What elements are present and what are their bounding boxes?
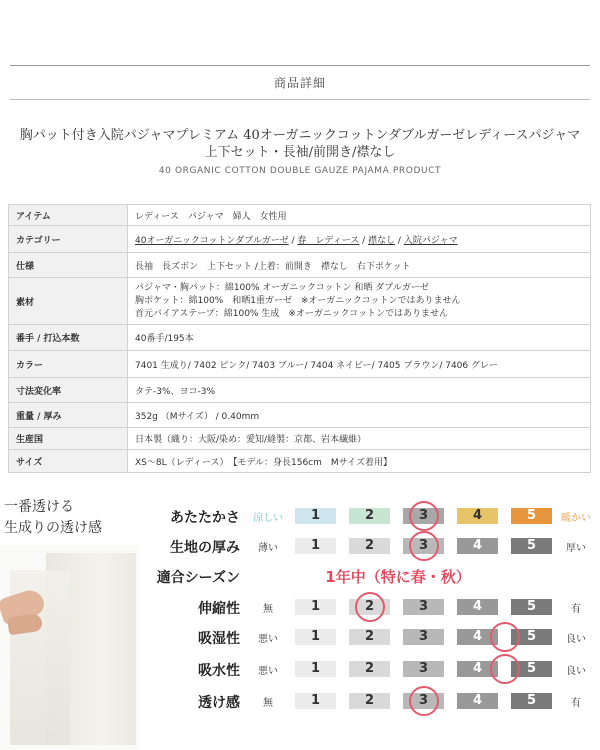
rating-right-stretch: 有: [571, 604, 581, 615]
rating-left-absorb: 悪い: [258, 666, 278, 677]
rating-right-warmth: 暖かい: [561, 513, 591, 524]
rating-label-thickness: 生地の厚み: [170, 540, 240, 556]
rating-box-absorb-4: 4: [457, 661, 498, 677]
spec-label: アイテム: [9, 205, 128, 226]
rating-left-stretch: 無: [263, 604, 273, 615]
spec-value: 長袖 長ズボン 上下セット /上着：前開き 襟なし 右下ポケット: [128, 253, 591, 278]
spec-label: カラー: [9, 351, 128, 378]
category-link-organic[interactable]: 40オーガニックコットンダブルガーゼ: [135, 235, 289, 246]
rating-box-stretch-2: 2: [349, 599, 390, 615]
rating-marker-sheer: [409, 686, 439, 716]
rating-box-thickness-1: 1: [295, 538, 336, 554]
rating-marker-thickness: [409, 531, 439, 561]
rating-box-thickness-3: 3: [403, 538, 444, 554]
rating-box-absorb-1: 1: [295, 661, 336, 677]
rating-right-absorb: 良い: [566, 666, 586, 677]
rating-box-stretch-5: 5: [511, 599, 552, 615]
rating-box-moisture-3: 3: [403, 629, 444, 645]
spec-row-item: [9, 205, 591, 226]
rating-box-absorb-2: 2: [349, 661, 390, 677]
rating-box-moisture-1: 1: [295, 629, 336, 645]
spec-row-style: [9, 253, 591, 278]
rating-box-moisture-4: 4: [457, 629, 498, 645]
spec-label: 仕様: [9, 253, 128, 278]
spec-value: XS～8L（レディース） 【モデル：身長156cm Mサイズ着用】: [128, 450, 591, 473]
category-separator: /: [359, 235, 369, 246]
category-link-hospital[interactable]: 入院パジャマ: [403, 235, 458, 246]
rating-box-sheer-3: 3: [403, 693, 444, 709]
rating-label-absorb: 吸水性: [198, 663, 240, 679]
spec-row-origin: [9, 428, 591, 450]
spec-label: サイズ: [9, 450, 128, 473]
rating-box-stretch-1: 1: [295, 599, 336, 615]
rating-box-thickness-2: 2: [349, 538, 390, 554]
rating-left-warmth: 涼しい: [253, 513, 283, 524]
rating-left-thickness: 薄い: [258, 543, 278, 554]
spec-label: 素材: [9, 278, 128, 325]
spec-value-category: [128, 226, 591, 253]
rating-marker-stretch: [355, 592, 385, 622]
section-title: 商品詳細: [273, 76, 326, 90]
rating-box-absorb-5: 5: [511, 661, 552, 677]
section-rule-bottom: [10, 99, 590, 100]
spec-value: 40番手/195本: [128, 325, 591, 351]
rating-right-thickness: 厚い: [566, 543, 586, 554]
rating-marker-warmth: [409, 501, 439, 531]
rating-box-stretch-4: 4: [457, 599, 498, 615]
spec-value: レディース パジャマ 婦人 女性用: [128, 205, 591, 226]
spec-row-material: [9, 278, 591, 325]
rating-box-stretch-3: 3: [403, 599, 444, 615]
rating-left-moisture: 悪い: [258, 634, 278, 645]
rating-left-sheer: 無: [263, 698, 273, 709]
category-link-collarless[interactable]: 襟なし: [368, 235, 396, 246]
rating-box-moisture-2: 2: [349, 629, 390, 645]
rating-box-moisture-5: 5: [511, 629, 552, 645]
texture-caption-line1: 一番透ける: [4, 499, 74, 515]
spec-label: 生産国: [9, 428, 128, 450]
rating-box-thickness-5: 5: [511, 538, 552, 554]
category-link-spring[interactable]: 春 レディース: [297, 235, 360, 246]
spec-value: パジャマ・胸パット：綿100% オーガニックコットン 和晒 ダブルガーゼ 胸ポケット：綿100% 和晒1重ガーゼ ※オーガニックコットンではありません 首元バイアステープ：綿100% 生成 ※オーガニックコットンではありません: [128, 278, 591, 325]
rating-box-sheer-5: 5: [511, 693, 552, 709]
spec-row-yarn: [9, 325, 591, 351]
rating-box-sheer-4: 4: [457, 693, 498, 709]
rating-box-absorb-3: 3: [403, 661, 444, 677]
rating-box-sheer-1: 1: [295, 693, 336, 709]
rating-box-warmth-3: 3: [403, 508, 444, 524]
spec-value: 日本製（織り：大阪/染め：愛知/縫製：京都、岩本繊維）: [128, 428, 591, 450]
category-separator: /: [395, 235, 404, 246]
spec-label: 寸法変化率: [9, 378, 128, 403]
spec-value: 7401 生成り/ 7402 ピンク/ 7403 ブルー/ 7404 ネイビー/ 7405 ブラウン/ 7406 グレー: [128, 351, 591, 378]
rating-label-stretch: 伸縮性: [198, 601, 240, 617]
spec-value: 352g （Mサイズ） / 0.40mm: [128, 403, 591, 428]
rating-right-sheer: 有: [571, 698, 581, 709]
rating-box-warmth-1: 1: [295, 508, 336, 524]
product-title-line2: 上下セット・長袖/前開き/襟なし: [204, 145, 396, 160]
rating-marker-absorb: [490, 654, 520, 684]
spec-label: 番手 / 打込本数: [9, 325, 128, 351]
spec-row-size: [9, 450, 591, 473]
spec-row-color: [9, 351, 591, 378]
spec-table: [8, 204, 591, 473]
spec-label: カテゴリー: [9, 226, 128, 253]
rating-box-warmth-4: 4: [457, 508, 498, 524]
spec-label: 重量 / 厚み: [9, 403, 128, 428]
rating-marker-moisture: [490, 622, 520, 652]
rating-box-sheer-2: 2: [349, 693, 390, 709]
rating-label-season: 適合シーズン: [156, 570, 240, 586]
season-value: 1年中（特に春・秋）: [325, 568, 471, 586]
rating-label-warmth: あたたかさ: [170, 510, 240, 526]
product-title: [0, 127, 600, 161]
product-subtitle: 40 ORGANIC COTTON DOUBLE GAUZE PAJAMA PRODUCT: [158, 166, 442, 176]
rating-label-sheer: 透け感: [198, 695, 240, 711]
spec-row-shrink: [9, 378, 591, 403]
rating-box-thickness-4: 4: [457, 538, 498, 554]
rating-right-moisture: 良い: [566, 634, 586, 645]
spec-row-weight: [9, 403, 591, 428]
rating-label-moisture: 吸湿性: [198, 631, 240, 647]
texture-caption-line2: 生成りの透け感: [4, 520, 102, 536]
product-title-line1: 胸パット付き入院パジャマプレミアム 40オーガニックコットンダブルガーゼレディースパジャマ: [19, 128, 581, 143]
section-rule-top: [10, 65, 590, 66]
spec-value: タテ-3%、ヨコ-3%: [128, 378, 591, 403]
texture-caption: [4, 497, 102, 539]
category-separator: /: [288, 235, 298, 246]
rating-box-warmth-2: 2: [349, 508, 390, 524]
fabric-photo: [0, 545, 140, 750]
rating-box-warmth-5: 5: [511, 508, 552, 524]
spec-row-category: [9, 226, 591, 253]
